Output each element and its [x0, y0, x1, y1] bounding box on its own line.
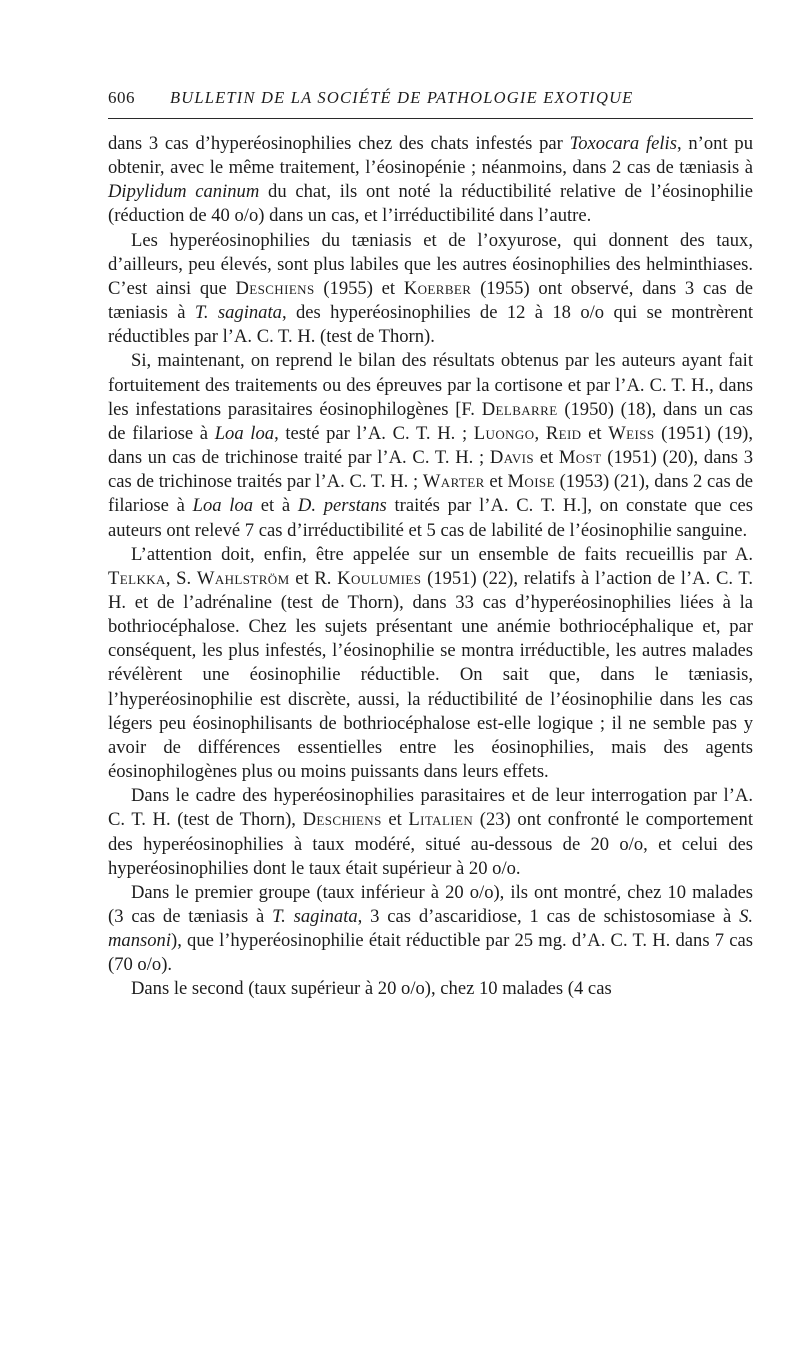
text-run: et à [253, 495, 298, 517]
author-name: Wahlström [196, 567, 290, 589]
paragraph [108, 977, 753, 1001]
text-run: (1955) et [314, 277, 404, 299]
text-run: (1950) (18), dans un cas de filariose à [108, 398, 754, 444]
header-rule [108, 118, 753, 119]
text-run: et [484, 471, 508, 493]
text-run: , des hyperéosinophilies de 12 à 18 o/o qui se montrèrent réductibles par l’A. C. T. H. (test de Thorn). [108, 302, 754, 348]
paragraph [108, 349, 753, 542]
text-run: (1951) (22), relatifs à l’action de l’A. C. T. H. et de l’adrénaline (test de Thorn), dans 33 cas d’hyperéosinophilies liées à la bothriocéphalose. Chez les sujets présentant une anémie bothriocéphalique et, par conséquent, les plus infestés, l’éosinophilie se montra irréductible, les autres malades révélèrent une éosinophilie réductible. On sait que, dans le tæniasis, l’hyperéosinophilie est discrète, aussi, la réductibilité de l’éosinophilie dans les cas légers peu éosinophilisants de bothriocéphalose est-elle logique ; il ne semble pas y avoir de différences essentielles entre les éosinophilies, mais des agents éosinophilogènes plus ou moins puissants dans leurs effets. [108, 567, 753, 783]
author-name: Most [558, 447, 602, 469]
text-run: Si, maintenant, on reprend le bilan des résultats obtenus par les auteurs ayant fait fortuitement des traitements ou des épreuves par la cortisone et par l’A. C. T. H., dans les infestations parasitaires éosinophilogènes [F. [108, 350, 753, 420]
author-name: Deschiens [302, 809, 382, 831]
text-run: et [381, 809, 409, 831]
taxon-name: Loa loa [192, 495, 254, 517]
text-run: , n’ont pu obtenir, avec le même traitement, l’éosinopénie ; néanmoins, dans 2 cas de tæniasis à [108, 133, 753, 179]
taxon-name: Toxocara felis [569, 133, 677, 154]
text-run: et R. [289, 567, 338, 589]
author-name: Telkka [108, 567, 166, 589]
author-name: Warter [422, 471, 485, 493]
taxon-name: S. mansoni [108, 906, 754, 952]
text-run: , S. [165, 567, 197, 589]
taxon-name: Dipylidum caninum [108, 181, 260, 203]
taxon-name: Loa loa [214, 422, 275, 444]
text-run: , testé par l’A. C. T. H. ; [274, 422, 474, 444]
author-name: Davis [489, 447, 534, 469]
text-run: Dans le second (taux supérieur à 20 o/o), chez 10 malades (4 cas [131, 978, 612, 1000]
text-run: L’attention doit, enfin, être appelée sur un ensemble de faits recueillis par A. [131, 543, 753, 565]
taxon-name: T. saginata [272, 906, 358, 927]
author-name: Delbarre [481, 398, 558, 420]
paragraph [108, 543, 753, 785]
text-run: et [533, 447, 559, 469]
body-text [108, 132, 753, 1002]
text-run: (1951) (20), dans 3 cas de trichinose traités par l’A. C. T. H. ; [108, 447, 754, 493]
taxon-name: D. perstans [297, 495, 387, 517]
paragraph [108, 229, 753, 350]
paragraph [108, 784, 753, 881]
author-name: Luongo [473, 422, 535, 444]
taxon-name: T. saginata [194, 302, 282, 324]
text-run: Dans le cadre des hyperéosinophilies parasitaires et de leur interrogation par l’A. C. T. H. (test de Thorn), [108, 785, 753, 831]
text-run: (1953) (21), dans 2 cas de filariose à [108, 471, 754, 517]
text-run: dans 3 cas d’hyperéosinophilies chez des chats infestés par [108, 133, 570, 154]
author-name: Reid [545, 422, 582, 444]
page-number: 606 [108, 88, 135, 107]
text-run: (1955) ont observé, dans 3 cas de tæniasis à [108, 277, 753, 324]
text-run: traités par l’A. C. T. H.], on constate que ces auteurs ont relevé 7 cas d’irréductibilité et 5 cas de labilité de l’éosinophilie sanguine. [108, 495, 753, 541]
text-run: , [534, 422, 546, 444]
running-header [108, 88, 753, 118]
author-name: Koerber [403, 277, 472, 299]
text-run: ), que l’hyperéosinophilie était réductible par 25 mg. d’A. C. T. H. dans 7 cas (70 o/o). [108, 930, 753, 976]
author-name: Moise [507, 471, 555, 493]
text-run: Les hyperéosinophilies du tæniasis et de l’oxyurose, qui donnent des taux, d’ailleurs, peu élevés, sont plus labiles que les autres éosinophilies des helminthiases. C’est ainsi que [108, 229, 753, 299]
paragraph [108, 132, 753, 229]
author-name: Deschiens [235, 277, 315, 299]
text-run: Dans le premier groupe (taux inférieur à 20 o/o), ils ont montré, chez 10 malades (3 cas de tæniasis à [108, 881, 753, 927]
text-run: et [581, 422, 609, 444]
author-name: Litalien [408, 809, 474, 831]
paragraph [108, 881, 753, 978]
author-name: Weiss [608, 422, 655, 444]
author-name: Koulumies [337, 567, 422, 589]
running-title: BULLETIN DE LA SOCIÉTÉ DE PATHOLOGIE EXOTIQUE [170, 88, 634, 107]
text-run: (1951) (19), dans un cas de trichinose traité par l’A. C. T. H. ; [108, 422, 754, 469]
text-run: , 3 cas d’ascaridiose, 1 cas de schistosomiase à [357, 906, 740, 927]
text-run: (23) ont confronté le comportement des hyperéosinophilies à taux modéré, situé au-dessous de 20 o/o, et celui des hyperéosinophilies dont le taux était supérieur à 20 o/o. [108, 809, 753, 879]
text-run: du chat, ils ont noté la réductibilité relative de l’éosinophilie (réduction de 40 o/o) dans un cas, et l’irréductibilité dans l’autre. [108, 181, 753, 227]
